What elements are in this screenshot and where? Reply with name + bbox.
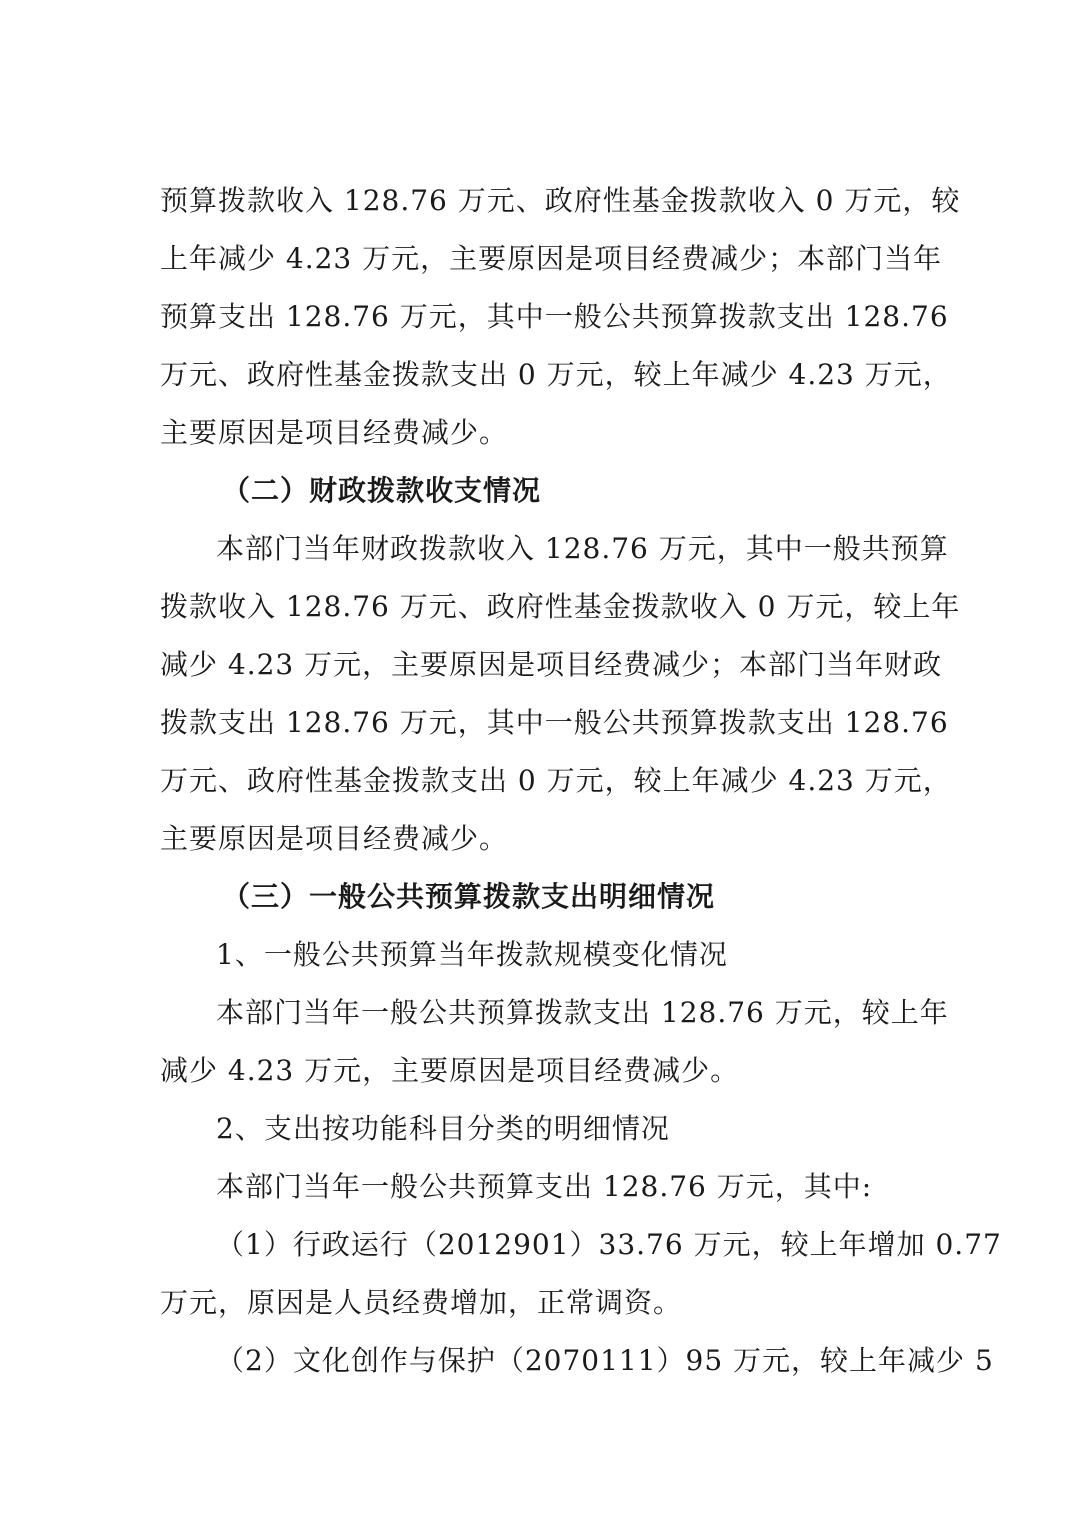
paragraph-line: 减少 4.23 万元，主要原因是项目经费减少。	[160, 1054, 740, 1087]
list-item-line: （1）行政运行（2012901）33.76 万元，较上年增加 0.77	[216, 1228, 1002, 1261]
paragraph-line: 本部门当年一般公共预算拨款支出 128.76 万元，较上年	[216, 996, 949, 1029]
paragraph-line: 预算支出 128.76 万元，其中一般公共预算拨款支出 128.76	[160, 300, 949, 333]
document-body	[160, 172, 1002, 1390]
paragraph-line: 预算拨款收入 128.76 万元、政府性基金拨款收入 0 万元，较	[160, 184, 961, 217]
paragraph-line: 拨款收入 128.76 万元、政府性基金拨款收入 0 万元，较上年	[160, 590, 961, 623]
paragraph-line: 减少 4.23 万元，主要原因是项目经费减少；本部门当年财政	[160, 648, 943, 681]
list-item-line: 万元，原因是人员经费增加，正常调资。	[160, 1286, 683, 1319]
list-item-line: （2）文化创作与保护（2070111）95 万元，较上年减少 5	[216, 1344, 994, 1377]
section-heading-general-budget-detail: （三）一般公共预算拨款支出明细情况	[222, 880, 716, 913]
paragraph-line: 本部门当年一般公共预算支出 128.76 万元，其中:	[216, 1170, 873, 1203]
paragraph-line: 主要原因是项目经费减少。	[160, 822, 509, 855]
subsection-heading: 1、一般公共预算当年拨款规模变化情况	[216, 938, 728, 971]
paragraph-line: 本部门当年财政拨款收入 128.76 万元，其中一般共预算	[216, 532, 949, 565]
section-heading-fiscal-appropriation: （二）财政拨款收支情况	[222, 474, 542, 507]
paragraph-line: 主要原因是项目经费减少。	[160, 416, 509, 449]
paragraph-line: 万元、政府性基金拨款支出 0 万元，较上年减少 4.23 万元，	[160, 358, 952, 391]
subsection-heading: 2、支出按功能科目分类的明细情况	[216, 1112, 670, 1145]
paragraph-line: 万元、政府性基金拨款支出 0 万元，较上年减少 4.23 万元，	[160, 764, 952, 797]
paragraph-line: 上年减少 4.23 万元，主要原因是项目经费减少；本部门当年	[160, 242, 943, 275]
paragraph-line: 拨款支出 128.76 万元，其中一般公共预算拨款支出 128.76	[160, 706, 949, 739]
